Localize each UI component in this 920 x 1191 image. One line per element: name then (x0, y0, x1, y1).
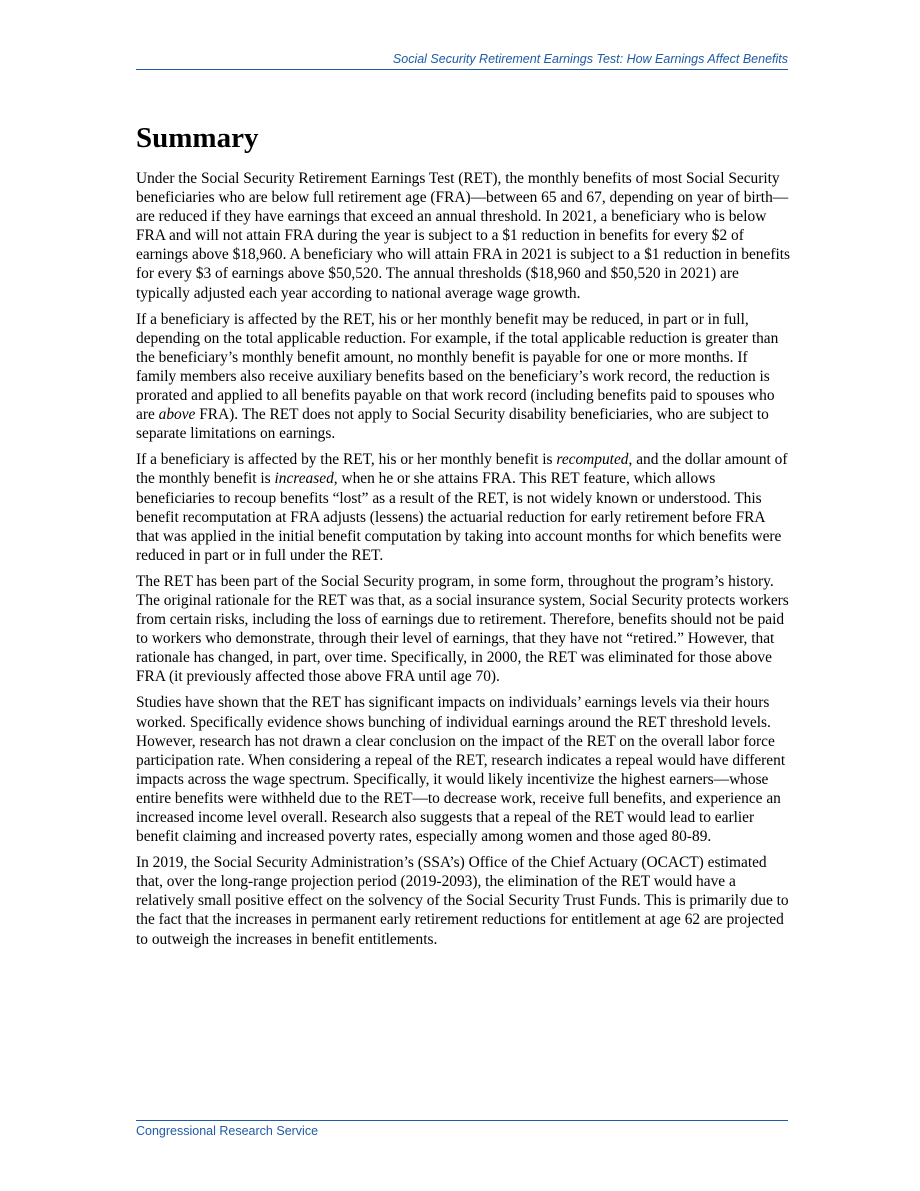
paragraph-2 (136, 310, 790, 444)
paragraph-6 (136, 853, 790, 948)
paragraph-text: , when he or she attains FRA. This RET feature, which allows beneficiaries to recoup benefits “lost” as a result of the RET, is not widely known or understood. This benefit recomputation at FRA adjusts (lessens) the actuarial reduction for early retirement before FRA that was applied in the initial benefit computation by taking into account months for which benefits were reduced in part or in full under the RET. (136, 470, 782, 564)
emphasis-above: above (158, 406, 196, 424)
summary-body (136, 169, 790, 956)
paragraph-text: FRA). The RET does not apply to Social Security disability beneficiaries, who are subject to separate limitations on earnings. (136, 406, 769, 443)
paragraph-text: Studies have shown that the RET has significant impacts on individuals’ earnings levels via their hours worked. Specifically evidence shows bunching of individual earnings around the RET threshold levels. However, research has not drawn a clear conclusion on the impact of the RET on the overall labor force participation rate. When considering a repeal of the RET, research indicates a repeal would have different impacts across the wage spectrum. Specifically, it would likely incentivize the highest earners—whose entire benefits were withheld due to the RET—to decrease work, receive full benefits, and experience an increased income level overall. Research also suggests that a repeal of the RET would lead to earlier benefit claiming and increased poverty rates, especially among women and those aged 80-89. (136, 694, 786, 846)
running-header (136, 52, 788, 70)
paragraph-5 (136, 693, 790, 846)
paragraph-text: If a beneficiary is affected by the RET, his or her monthly benefit may be reduced, in part or in full, depending on the total applicable reduction. For example, if the total applicable reduction is greater than the beneficiary’s monthly benefit amount, no monthly benefit is payable for one or more months. If family members also receive auxiliary benefits based on the beneficiary’s work record, the reduction is prorated and applied to all benefits payable on that work record (including benefits paid to spouses who are (136, 310, 779, 424)
paragraph-text: , and the dollar amount of the monthly benefit is (136, 451, 788, 488)
paragraph-3 (136, 450, 790, 565)
paragraph-1 (136, 169, 790, 303)
paragraph-text: The RET has been part of the Social Security program, in some form, throughout the program’s history. The original rationale for the RET was that, as a social insurance system, Social Security protects workers from certain risks, including the loss of earnings due to retirement. Therefore, benefits should not be paid to workers who demonstrate, through their level of earnings, that they have not “retired.” However, that rationale has changed, in part, over time. Specifically, in 2000, the RET was eliminated for those above FRA (it previously affected those above FRA until age 70). (136, 572, 789, 686)
footer-org: Congressional Research Service (136, 1124, 319, 1138)
section-heading: Summary (136, 122, 259, 154)
emphasis-recomputed: recomputed (556, 451, 629, 469)
running-header-title: Social Security Retirement Earnings Test: How Earnings Affect Benefits (392, 52, 788, 66)
page-footer (136, 1120, 788, 1138)
emphasis-increased: increased (274, 470, 334, 488)
paragraph-4 (136, 572, 790, 687)
paragraph-text: If a beneficiary is affected by the RET, his or her monthly benefit is (136, 451, 557, 469)
paragraph-text: Under the Social Security Retirement Earnings Test (RET), the monthly benefits of most Social Security beneficiaries who are below full retirement age (FRA)—between 65 and 67, depending on year of birth—are reduced if they have earnings that exceed an annual threshold. In 2021, a beneficiary who is below FRA and will not attain FRA during the year is subject to a $1 reduction in benefits for every $2 of earnings above $18,960. A beneficiary who will attain FRA in 2021 is subject to a $1 reduction in benefits for every $3 of earnings above $50,520. The annual thresholds ($18,960 and $50,520 in 2021) are typically adjusted each year according to national average wage growth. (136, 170, 790, 302)
paragraph-text: In 2019, the Social Security Administration’s (SSA’s) Office of the Chief Actuary (OCACT) estimated that, over the long-range projection period (2019-2093), the elimination of the RET would have a relatively small positive effect on the solvency of the Social Security Trust Funds. This is primarily due to the fact that the increases in permanent early retirement reductions for entitlement at age 62 are projected to outweigh the increases in benefit entitlements. (136, 854, 789, 948)
